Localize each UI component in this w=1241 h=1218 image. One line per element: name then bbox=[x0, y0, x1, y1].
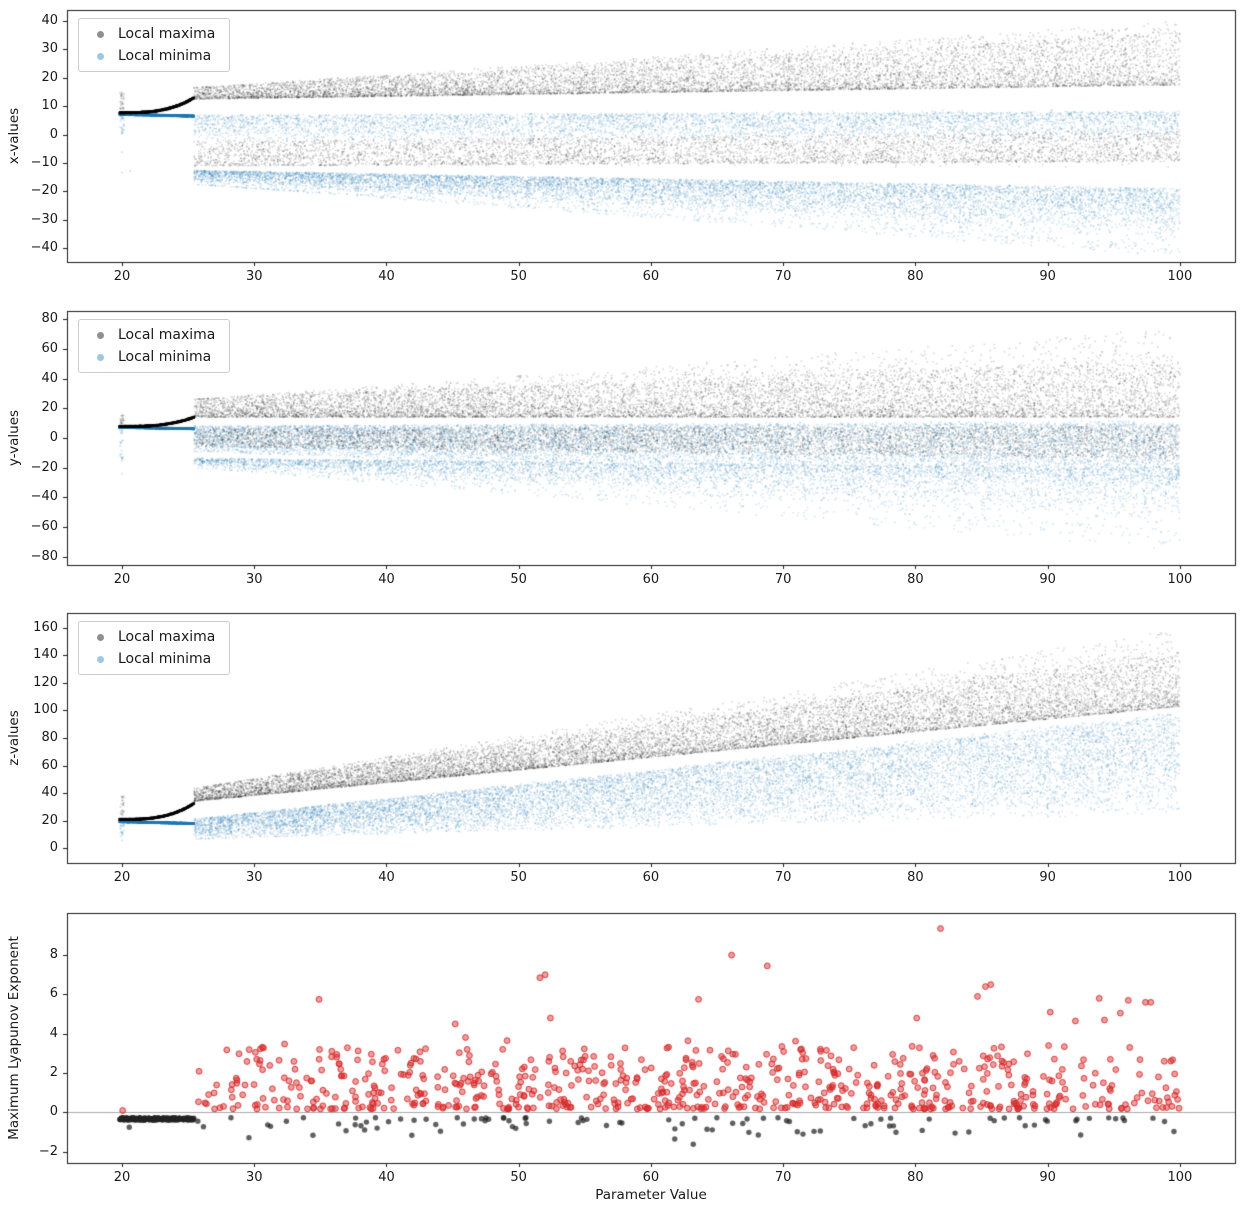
legend-label-maxima: Local maxima bbox=[118, 327, 216, 343]
minima-marker-icon bbox=[97, 656, 104, 663]
y-tick-label: 40 bbox=[41, 785, 58, 800]
y-tick-label: −2 bbox=[38, 1143, 58, 1159]
x-tick-label: 100 bbox=[1167, 269, 1193, 284]
y-tick-label: −60 bbox=[30, 519, 58, 535]
y-axis-label-y-values: y-values bbox=[6, 409, 22, 467]
legend-item-minima bbox=[89, 48, 215, 64]
x-tick-label: 100 bbox=[1167, 572, 1193, 587]
legend-item-maxima bbox=[89, 629, 215, 645]
legend-item-maxima bbox=[89, 327, 215, 343]
x-tick-label: 70 bbox=[774, 269, 792, 284]
legend-item-maxima bbox=[89, 26, 215, 42]
x-tick-label: 60 bbox=[642, 572, 660, 587]
x-tick-label: 60 bbox=[642, 269, 660, 284]
x-tick-label: 20 bbox=[113, 572, 131, 587]
x-tick-label: 40 bbox=[378, 1170, 395, 1185]
y-tick-label: 80 bbox=[41, 730, 58, 745]
x-tick-label: 70 bbox=[774, 870, 792, 885]
legend-label-minima: Local minima bbox=[118, 349, 212, 365]
y-tick-label: 80 bbox=[41, 311, 58, 327]
y-tick-label: 4 bbox=[49, 1025, 58, 1041]
y-tick-label: 0 bbox=[49, 430, 58, 445]
x-tick-label: 90 bbox=[1039, 269, 1056, 284]
y-axis-label-z-values: z-values bbox=[6, 710, 22, 766]
x-tick-label: 90 bbox=[1039, 572, 1056, 587]
x-tick-label: 50 bbox=[510, 1170, 527, 1185]
y-tick-label: −40 bbox=[30, 489, 58, 505]
x-tick-label: 20 bbox=[113, 870, 131, 885]
y-tick-label: 8 bbox=[49, 947, 58, 963]
x-tick-label: 30 bbox=[245, 870, 263, 885]
minima-marker-icon bbox=[97, 53, 104, 60]
legend-x-values bbox=[78, 18, 230, 72]
y-axis-label-lyapunov: Maximum Lyapunov Exponent bbox=[6, 936, 22, 1140]
y-tick-label: 40 bbox=[41, 370, 58, 386]
y-tick-label: 0 bbox=[49, 126, 58, 142]
y-tick-label: 20 bbox=[41, 400, 58, 416]
x-tick-label: 90 bbox=[1039, 1170, 1056, 1185]
maxima-marker-icon bbox=[97, 332, 104, 339]
minima-marker-icon bbox=[97, 354, 104, 361]
x-tick-label: 40 bbox=[378, 572, 395, 587]
y-tick-label: 60 bbox=[41, 340, 58, 356]
y-tick-label: 140 bbox=[33, 647, 58, 663]
y-tick-label: 0 bbox=[49, 1104, 58, 1120]
x-tick-label: 60 bbox=[642, 1170, 660, 1185]
x-tick-label: 80 bbox=[907, 870, 924, 885]
x-tick-label: 40 bbox=[378, 870, 395, 885]
y-tick-label: 160 bbox=[33, 619, 58, 635]
x-tick-label: 40 bbox=[378, 269, 395, 284]
y-tick-label: 120 bbox=[33, 674, 58, 690]
y-tick-label: 30 bbox=[41, 41, 58, 57]
legend-z-values bbox=[78, 621, 230, 675]
x-axis-label: Parameter Value bbox=[595, 1187, 707, 1203]
x-tick-label: 100 bbox=[1167, 1170, 1193, 1185]
x-tick-label: 30 bbox=[245, 572, 263, 587]
x-tick-label: 80 bbox=[907, 1170, 924, 1185]
y-axis-label-x-values: x-values bbox=[6, 107, 22, 165]
y-tick-label: −30 bbox=[30, 211, 58, 227]
x-tick-label: 60 bbox=[642, 870, 660, 885]
y-tick-label: −20 bbox=[30, 459, 58, 475]
x-tick-label: 90 bbox=[1039, 870, 1056, 885]
y-tick-label: 10 bbox=[41, 98, 58, 114]
y-tick-label: 40 bbox=[41, 13, 58, 29]
x-tick-label: 30 bbox=[245, 1170, 263, 1185]
x-tick-label: 50 bbox=[510, 870, 527, 885]
y-tick-label: 2 bbox=[49, 1065, 58, 1081]
y-tick-label: 100 bbox=[33, 702, 58, 718]
y-tick-label: 0 bbox=[49, 840, 58, 855]
y-tick-label: −20 bbox=[30, 183, 58, 199]
legend-item-minima bbox=[89, 651, 215, 667]
x-tick-label: 80 bbox=[907, 572, 924, 587]
x-tick-label: 80 bbox=[907, 269, 924, 284]
maxima-marker-icon bbox=[97, 634, 104, 641]
x-tick-label: 50 bbox=[510, 572, 527, 587]
legend-y-values bbox=[78, 319, 230, 373]
y-tick-label: 6 bbox=[49, 986, 58, 1002]
x-tick-label: 100 bbox=[1167, 870, 1193, 885]
x-tick-label: 30 bbox=[245, 269, 263, 284]
x-tick-label: 20 bbox=[113, 269, 131, 284]
x-tick-label: 50 bbox=[510, 269, 527, 284]
y-tick-label: −40 bbox=[30, 240, 58, 256]
x-tick-label: 20 bbox=[113, 1170, 131, 1185]
y-tick-label: −10 bbox=[30, 154, 58, 170]
legend-item-minima bbox=[89, 349, 215, 365]
x-tick-label: 70 bbox=[774, 1170, 792, 1185]
y-tick-label: 20 bbox=[41, 812, 58, 828]
legend-label-minima: Local minima bbox=[118, 48, 212, 64]
y-tick-label: 20 bbox=[41, 69, 58, 85]
legend-label-maxima: Local maxima bbox=[118, 629, 216, 645]
legend-label-minima: Local minima bbox=[118, 651, 212, 667]
y-tick-label: −80 bbox=[30, 548, 58, 564]
x-tick-label: 70 bbox=[774, 572, 792, 587]
legend-label-maxima: Local maxima bbox=[118, 26, 216, 42]
maxima-marker-icon bbox=[97, 31, 104, 38]
y-tick-label: 60 bbox=[41, 757, 58, 773]
